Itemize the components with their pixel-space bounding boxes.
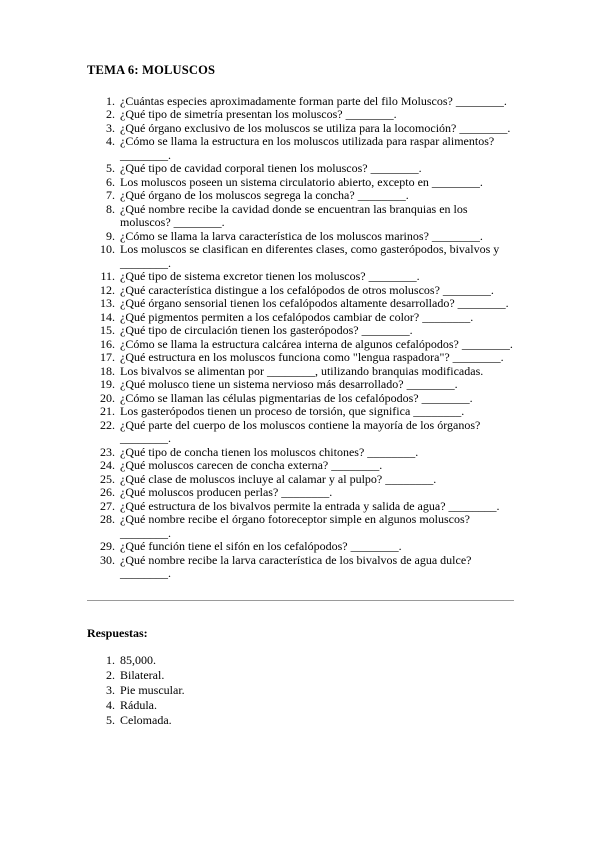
question-item: 20. ¿Cómo se llaman las células pigmentarias de los cefalópodos? ________.: [118, 392, 514, 406]
question-item: 26. ¿Qué moluscos producen perlas? ________.: [118, 486, 514, 500]
question-item: 15. ¿Qué tipo de circulación tienen los gasterópodos? ________.: [118, 324, 514, 338]
question-item: 3. ¿Qué órgano exclusivo de los moluscos se utiliza para la locomoción? ________.: [118, 122, 514, 136]
answer-item: 3. Pie muscular.: [118, 683, 514, 698]
answer-item: 5. Celomada.: [118, 713, 514, 728]
question-item: 2. ¿Qué tipo de simetría presentan los moluscos? ________.: [118, 108, 514, 122]
question-item: 27. ¿Qué estructura de los bivalvos permite la entrada y salida de agua? ________.: [118, 500, 514, 514]
question-item: 12. ¿Qué característica distingue a los cefalópodos de otros moluscos? ________.: [118, 284, 514, 298]
answer-item: 2. Bilateral.: [118, 668, 514, 683]
section-divider: [87, 600, 514, 601]
question-item: 11. ¿Qué tipo de sistema excretor tienen los moluscos? ________.: [118, 270, 514, 284]
question-item: 21. Los gasterópodos tienen un proceso de torsión, que significa ________.: [118, 405, 514, 419]
question-item: 16. ¿Cómo se llama la estructura calcárea interna de algunos cefalópodos? ________.: [118, 338, 514, 352]
question-item: 28. ¿Qué nombre recibe el órgano fotoreceptor simple en algunos moluscos? ________.: [118, 513, 514, 540]
question-item: 29. ¿Qué función tiene el sifón en los cefalópodos? ________.: [118, 540, 514, 554]
question-item: 19. ¿Qué molusco tiene un sistema nervioso más desarrollado? ________.: [118, 378, 514, 392]
document-title: TEMA 6: MOLUSCOS: [87, 63, 216, 77]
question-item: 1. ¿Cuántas especies aproximadamente forman parte del filo Moluscos? ________.: [118, 95, 514, 109]
answers-heading: Respuestas:: [87, 625, 148, 640]
question-item: 17. ¿Qué estructura en los moluscos funciona como "lengua raspadora"? ________.: [118, 351, 514, 365]
question-item: 7. ¿Qué órgano de los moluscos segrega la concha? ________.: [118, 189, 514, 203]
answers-list: [87, 653, 514, 728]
question-item: 9. ¿Cómo se llama la larva característica de los moluscos marinos? ________.: [118, 230, 514, 244]
question-item: 5. ¿Qué tipo de cavidad corporal tienen los moluscos? ________.: [118, 162, 514, 176]
question-item: 8. ¿Qué nombre recibe la cavidad donde se encuentran las branquias en los moluscos? ________.: [118, 203, 514, 230]
question-item: 18. Los bivalvos se alimentan por ________, utilizando branquias modificadas.: [118, 365, 514, 379]
question-item: 24. ¿Qué moluscos carecen de concha externa? ________.: [118, 459, 514, 473]
question-item: 30. ¿Qué nombre recibe la larva característica de los bivalvos de agua dulce? ________.: [118, 554, 514, 581]
question-item: 22. ¿Qué parte del cuerpo de los moluscos contiene la mayoría de los órganos? ________.: [118, 419, 514, 446]
answers-block: [87, 653, 514, 728]
question-item: 10. Los moluscos se clasifican en diferentes clases, como gasterópodos, bivalvos y ________.: [118, 243, 514, 270]
question-item: 4. ¿Cómo se llama la estructura en los moluscos utilizada para raspar alimentos? ________.: [118, 135, 514, 162]
answer-item: 1. 85,000.: [118, 653, 514, 668]
question-item: 6. Los moluscos poseen un sistema circulatorio abierto, excepto en ________.: [118, 176, 514, 190]
question-item: 25. ¿Qué clase de moluscos incluye al calamar y al pulpo? ________.: [118, 473, 514, 487]
questions-list: [87, 95, 514, 581]
answer-item: 4. Rádula.: [118, 698, 514, 713]
question-item: 14. ¿Qué pigmentos permiten a los cefalópodos cambiar de color? ________.: [118, 311, 514, 325]
question-item: 13. ¿Qué órgano sensorial tienen los cefalópodos altamente desarrollado? ________.: [118, 297, 514, 311]
question-item: 23. ¿Qué tipo de concha tienen los moluscos chitones? ________.: [118, 446, 514, 460]
